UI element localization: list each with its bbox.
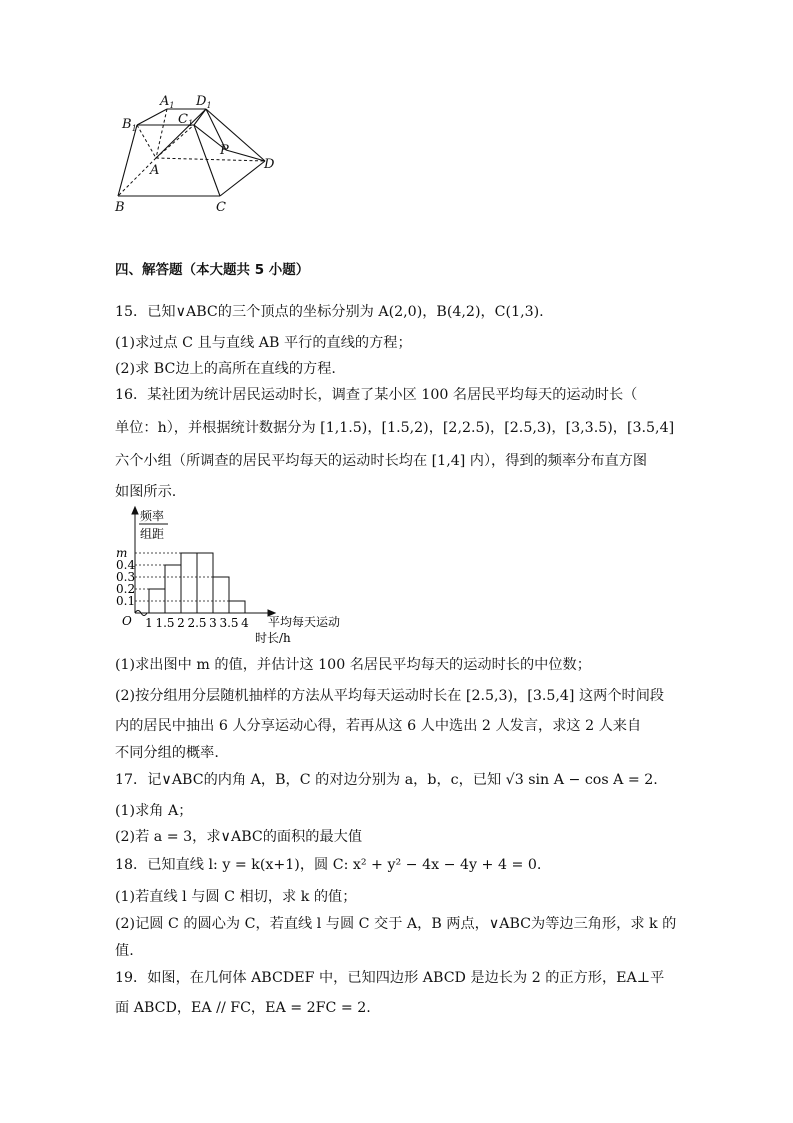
q18-line-3: (2)记圆 C 的圆心为 C，若直线 l 与圆 C 交于 A，B 两点，∨ABC为等边三角形，求 k 的	[115, 916, 677, 932]
x-tick-label: 2.5	[187, 616, 207, 630]
y-tick-label: 0.4	[116, 558, 136, 572]
y-tick-label: m	[116, 546, 128, 560]
q16-line-7: 内的居民中抽出 6 人分享运动心得，若再从这 6 人中选出 2 人发言，求这 2 人来自	[115, 718, 642, 734]
x-tick-label: 3.5	[219, 616, 239, 630]
edge-c-d	[220, 161, 265, 196]
q18-line-4: 值.	[115, 943, 134, 959]
label-c1: $C_1$	[178, 112, 194, 128]
edge-b1-b	[118, 125, 137, 196]
label-a: A	[150, 163, 160, 178]
origin-label: O	[122, 614, 132, 628]
x-tick-label: 1	[145, 616, 153, 630]
q17-line-1: 17．记∨ABC的内角 A，B，C 的对边分别为 a，b，c，已知 √3 sin A − cos A = 2.	[115, 772, 658, 788]
label-d1: $D_1$	[196, 94, 212, 110]
y-tick-label: 0.3	[116, 570, 136, 584]
q16-line-8: 不同分组的概率.	[115, 745, 219, 761]
q18-line-2: (1)若直线 l 与圆 C 相切，求 k 的值；	[115, 889, 357, 905]
label-b1: $B_1$	[122, 117, 137, 133]
q15-line-3: (2)求 BC边上的高所在直线的方程.	[115, 361, 336, 377]
xlabel-line-2: 时长/h	[255, 631, 291, 645]
histogram-bar	[165, 565, 181, 613]
q19-line-1: 19．如图，在几何体 ABCDEF 中，已知四边形 ABCD 是边长为 2 的正方形，EA⊥平	[115, 970, 665, 986]
hidden-edge-b1-a	[137, 125, 156, 158]
histogram-bar	[181, 553, 197, 613]
hidden-edge-a1-a	[156, 109, 167, 158]
ylabel-top: 频率	[140, 509, 165, 523]
hidden-edge-a-d	[156, 158, 265, 161]
ylabel-bottom: 组距	[140, 527, 165, 541]
q17-line-2: (1)求角 A；	[115, 803, 193, 819]
q19-line-2: 面 ABCD，EA // FC，EA = 2FC = 2.	[115, 1000, 371, 1016]
x-tick-label: 4	[241, 616, 249, 630]
y-tick-label: 0.1	[116, 594, 136, 608]
frequency-histogram	[110, 505, 350, 650]
xlabel-line-1: 平均每天运动	[268, 615, 341, 629]
q16-line-5: (1)求出图中 m 的值，并估计这 100 名居民平均每天的运动时长的中位数；	[115, 657, 591, 673]
hidden-edge-a-c1	[156, 125, 194, 158]
label-d: D	[264, 157, 275, 172]
bars-group	[149, 553, 245, 613]
histogram-bar	[213, 577, 229, 613]
label-a1: $A_1$	[160, 94, 175, 110]
edge-b1-a1	[137, 109, 167, 125]
x-tick-label: 3	[209, 616, 217, 630]
q16-line-3: 六个小组（所调查的居民平均每天的运动时长均在 [1,4] 内），得到的频率分布直方图	[115, 453, 648, 469]
q15-line-1: 15．已知∨ABC的三个顶点的坐标分别为 A(2,0)，B(4,2)，C(1,3).	[115, 304, 544, 320]
q16-line-6: (2)按分组用分层随机抽样的方法从平均每天运动时长在 [2.5,3)，[3.5,4] 这两个时间段	[115, 688, 665, 704]
label-c: C	[216, 200, 226, 215]
q16-line-1: 16．某社团为统计居民运动时长，调查了某小区 100 名居民平均每天的运动时长（	[115, 387, 638, 403]
q16-line-2: 单位：h），并根据统计数据分为 [1,1.5)，[1.5,2)，[2,2.5)，[2.5,3)，[3,3.5)，[3.5,4]	[115, 420, 675, 436]
label-b: B	[115, 200, 125, 215]
histogram-bar	[229, 601, 245, 613]
q16-line-4: 如图所示.	[115, 484, 177, 500]
x-tick-label: 1.5	[155, 616, 175, 630]
q18-line-1: 18．已知直线 l: y = k(x+1)，圆 C: x² + y² − 4x − 4y + 4 = 0.	[115, 857, 542, 873]
label-p: P	[220, 143, 229, 158]
q17-line-3: (2)若 a = 3，求∨ABC的面积的最大值	[115, 829, 363, 845]
prism-figure	[110, 90, 290, 215]
x-tick-label: 2	[177, 616, 185, 630]
section-heading: 四、解答题（本大题共 5 小题）	[115, 262, 310, 278]
y-axis-arrow	[132, 507, 138, 514]
q15-line-2: (1)求过点 C 且与直线 AB 平行的直线的方程；	[115, 335, 412, 351]
x-ticks-group	[145, 616, 249, 630]
histogram-bar	[197, 553, 213, 613]
y-tick-label: 0.2	[116, 582, 136, 596]
